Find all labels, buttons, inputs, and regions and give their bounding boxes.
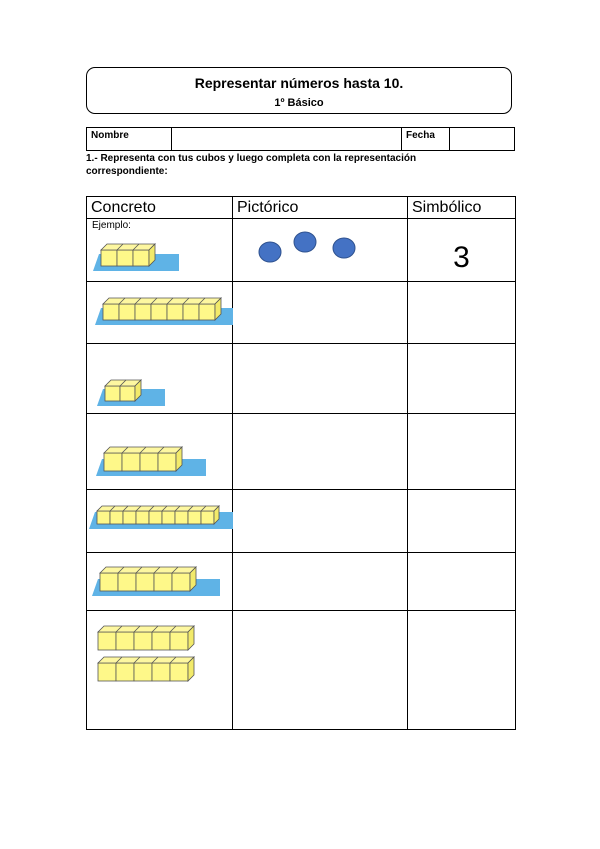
cube bbox=[172, 573, 190, 591]
cube bbox=[110, 511, 123, 524]
symbolic-answer-cell[interactable] bbox=[408, 490, 516, 553]
cube bbox=[154, 573, 172, 591]
cube-top-face bbox=[98, 657, 194, 663]
cube-group bbox=[100, 567, 196, 591]
pictorial-answer-cell[interactable] bbox=[233, 282, 408, 344]
pictorial-answer-cell[interactable] bbox=[233, 553, 408, 611]
cube-top-face bbox=[101, 244, 155, 250]
concrete-cell bbox=[87, 219, 233, 282]
cube-row bbox=[87, 344, 233, 414]
cube-group bbox=[101, 244, 155, 266]
student-info-table bbox=[86, 127, 515, 151]
header-simbolico: Simbólico bbox=[408, 197, 516, 219]
cube bbox=[199, 304, 215, 320]
cube bbox=[175, 511, 188, 524]
cube-group bbox=[103, 298, 221, 320]
pictorial-answer-cell[interactable] bbox=[233, 344, 408, 414]
cube bbox=[117, 250, 133, 266]
cube bbox=[122, 453, 140, 471]
cube-group bbox=[104, 447, 182, 471]
cube bbox=[105, 386, 120, 401]
concrete-cell bbox=[87, 611, 233, 730]
cube-row bbox=[87, 414, 233, 490]
title-box bbox=[86, 67, 512, 114]
cube bbox=[162, 511, 175, 524]
cube bbox=[100, 573, 118, 591]
cube bbox=[134, 632, 152, 650]
cube-row bbox=[87, 219, 233, 282]
cube bbox=[170, 663, 188, 681]
cube bbox=[201, 511, 214, 524]
symbolic-answer-cell[interactable] bbox=[408, 282, 516, 344]
cube bbox=[167, 304, 183, 320]
cube bbox=[183, 304, 199, 320]
cube bbox=[116, 632, 134, 650]
cube bbox=[134, 663, 152, 681]
cube bbox=[158, 453, 176, 471]
cube-row bbox=[87, 611, 233, 730]
date-label: Fecha bbox=[402, 128, 450, 151]
cube bbox=[152, 632, 170, 650]
date-field[interactable] bbox=[450, 128, 515, 151]
grade-level: 1º Básico bbox=[274, 97, 324, 109]
example-circle bbox=[294, 232, 316, 252]
pictorial-cell bbox=[233, 219, 408, 282]
concrete-cell bbox=[87, 344, 233, 414]
name-label: Nombre bbox=[87, 128, 172, 151]
circle-drawing bbox=[233, 219, 408, 282]
cube-top-face bbox=[103, 298, 221, 304]
pictorial-answer-cell[interactable] bbox=[233, 414, 408, 490]
instruction-text: 1.- Representa con tus cubos y luego completa con la representación correspondiente: bbox=[86, 153, 417, 177]
cube-group bbox=[97, 506, 219, 524]
cube bbox=[135, 304, 151, 320]
pictorial-answer-cell[interactable] bbox=[233, 611, 408, 730]
cube bbox=[136, 511, 149, 524]
concrete-cell bbox=[87, 490, 233, 553]
concrete-cell bbox=[87, 414, 233, 490]
cube bbox=[170, 632, 188, 650]
cube-row bbox=[87, 282, 233, 344]
cube-row bbox=[87, 490, 233, 553]
cube bbox=[140, 453, 158, 471]
cube bbox=[151, 304, 167, 320]
cube bbox=[101, 250, 117, 266]
symbolic-answer-cell[interactable] bbox=[408, 553, 516, 611]
cube-row bbox=[87, 553, 233, 611]
pictorial-answer-cell[interactable] bbox=[233, 490, 408, 553]
cube bbox=[152, 663, 170, 681]
cube bbox=[98, 663, 116, 681]
cube-group bbox=[98, 626, 194, 650]
example-circle bbox=[333, 238, 355, 258]
cube bbox=[103, 304, 119, 320]
cube bbox=[136, 573, 154, 591]
symbolic-answer-cell[interactable] bbox=[408, 611, 516, 730]
cube-top-face bbox=[97, 506, 219, 511]
header-concreto: Concreto bbox=[87, 197, 233, 219]
cube bbox=[120, 386, 135, 401]
symbolic-answer-cell[interactable] bbox=[408, 344, 516, 414]
symbolic-number: 3 bbox=[453, 241, 470, 274]
cube-group bbox=[98, 657, 194, 681]
cube-group bbox=[105, 380, 141, 401]
cube bbox=[123, 511, 136, 524]
cube-top-face bbox=[98, 626, 194, 632]
cube bbox=[97, 511, 110, 524]
concrete-cell bbox=[87, 282, 233, 344]
cube bbox=[104, 453, 122, 471]
header-pictorico: Pictórico bbox=[233, 197, 408, 219]
cube bbox=[118, 573, 136, 591]
symbolic-cell bbox=[408, 219, 516, 282]
name-field[interactable] bbox=[172, 128, 402, 151]
cube bbox=[149, 511, 162, 524]
example-label: Ejemplo: bbox=[92, 220, 131, 231]
cube bbox=[188, 511, 201, 524]
concrete-cell bbox=[87, 553, 233, 611]
representation-table bbox=[86, 196, 516, 730]
worksheet-title: Representar números hasta 10. bbox=[194, 75, 404, 91]
cube bbox=[98, 632, 116, 650]
cube bbox=[116, 663, 134, 681]
cube bbox=[133, 250, 149, 266]
cube-top-face bbox=[100, 567, 196, 573]
symbolic-answer-cell[interactable] bbox=[408, 414, 516, 490]
example-circle bbox=[259, 242, 281, 262]
cube bbox=[119, 304, 135, 320]
